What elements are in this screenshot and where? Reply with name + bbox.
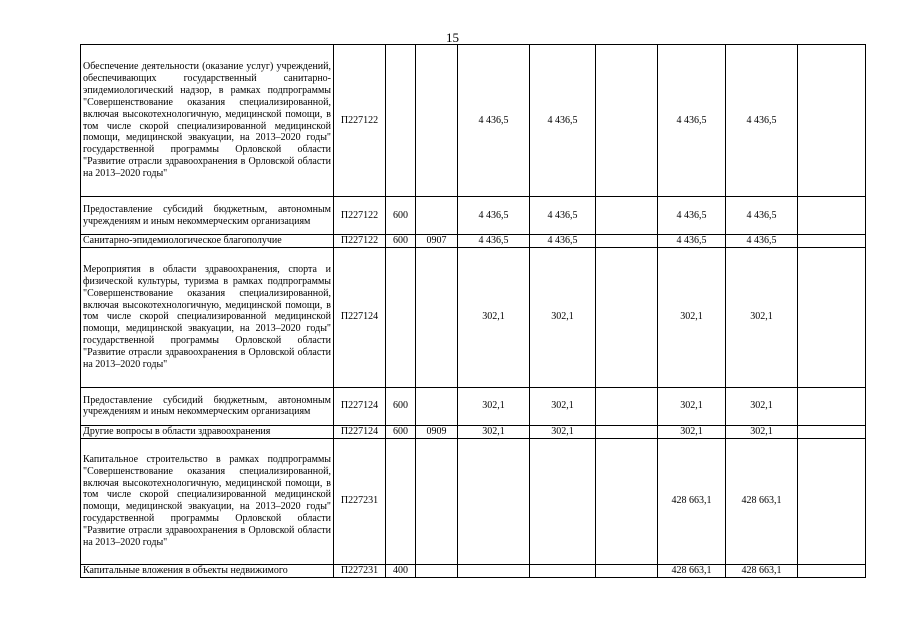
- value-6: [798, 45, 866, 197]
- expense-type: 400: [386, 564, 416, 577]
- target-code: П227231: [334, 564, 386, 577]
- target-code: П227122: [334, 235, 386, 248]
- target-code: П227231: [334, 438, 386, 564]
- value-5: 302,1: [726, 387, 798, 425]
- row-description: Мероприятия в области здравоохранения, спорта и физической культуры, туризма в рамках подпрограммы "Совершенствование оказания специализированной, включая высокотехнологичную, медицинской помощи, в том числе скорой специализированной медицинской помощи, медицинской эвакуации, на 2013–2020 годы" государственной программы Орловской области "Развитие отрасли здравоохранения в Орловской области на 2013–2020 годы": [81, 247, 334, 387]
- table-row: [81, 197, 866, 235]
- expense-type: [386, 438, 416, 564]
- value-5: 4 436,5: [726, 197, 798, 235]
- row-description: Санитарно-эпидемиологическое благополучие: [81, 235, 334, 248]
- table-row: [81, 387, 866, 425]
- value-3: [596, 45, 658, 197]
- value-2: 302,1: [530, 387, 596, 425]
- table-row: [81, 235, 866, 248]
- target-code: П227122: [334, 45, 386, 197]
- value-1: [458, 564, 530, 577]
- target-code: П227122: [334, 197, 386, 235]
- value-1: [458, 438, 530, 564]
- expense-type: 600: [386, 235, 416, 248]
- value-4: 428 663,1: [658, 564, 726, 577]
- table-row: [81, 438, 866, 564]
- section-code: [416, 45, 458, 197]
- section-code: [416, 564, 458, 577]
- table-row: [81, 564, 866, 577]
- row-description: Капитальное строительство в рамках подпрограммы "Совершенствование оказания специализированной, включая высокотехнологичную, медицинской помощи, в том числе скорой специализированной медицинской помощи, медицинской эвакуации, на 2013–2020 годы" государственной программы Орловской области "Развитие отрасли здравоохранения в Орловской области на 2013–2020 годы": [81, 438, 334, 564]
- section-code: [416, 197, 458, 235]
- value-3: [596, 438, 658, 564]
- value-4: 4 436,5: [658, 197, 726, 235]
- budget-table: [80, 44, 866, 578]
- value-3: [596, 247, 658, 387]
- value-4: 302,1: [658, 247, 726, 387]
- value-4: 302,1: [658, 425, 726, 438]
- value-3: [596, 387, 658, 425]
- value-1: 4 436,5: [458, 45, 530, 197]
- value-5: 428 663,1: [726, 564, 798, 577]
- section-code: [416, 247, 458, 387]
- value-1: 302,1: [458, 425, 530, 438]
- value-2: 4 436,5: [530, 197, 596, 235]
- value-1: 302,1: [458, 247, 530, 387]
- section-code: 0909: [416, 425, 458, 438]
- table-row: [81, 425, 866, 438]
- value-2: [530, 438, 596, 564]
- row-description: Капитальные вложения в объекты недвижимого: [81, 564, 334, 577]
- value-2: 4 436,5: [530, 45, 596, 197]
- section-code: [416, 387, 458, 425]
- value-5: 428 663,1: [726, 438, 798, 564]
- value-3: [596, 235, 658, 248]
- value-3: [596, 197, 658, 235]
- value-5: 4 436,5: [726, 235, 798, 248]
- expense-type: [386, 247, 416, 387]
- value-6: [798, 438, 866, 564]
- value-6: [798, 247, 866, 387]
- value-5: 4 436,5: [726, 45, 798, 197]
- row-description: Предоставление субсидий бюджетным, автономным учреждениям и иным некоммерческим организациям: [81, 387, 334, 425]
- row-description: Другие вопросы в области здравоохранения: [81, 425, 334, 438]
- value-4: 302,1: [658, 387, 726, 425]
- expense-type: 600: [386, 425, 416, 438]
- value-5: 302,1: [726, 425, 798, 438]
- target-code: П227124: [334, 247, 386, 387]
- value-2: 302,1: [530, 425, 596, 438]
- page-number: 15: [446, 30, 459, 45]
- value-6: [798, 197, 866, 235]
- table-row: [81, 247, 866, 387]
- value-6: [798, 425, 866, 438]
- value-3: [596, 564, 658, 577]
- target-code: П227124: [334, 387, 386, 425]
- expense-type: 600: [386, 387, 416, 425]
- value-1: 4 436,5: [458, 197, 530, 235]
- value-6: [798, 235, 866, 248]
- table-row: [81, 45, 866, 197]
- row-description: Предоставление субсидий бюджетным, автономным учреждениям и иным некоммерческим организациям: [81, 197, 334, 235]
- value-1: 4 436,5: [458, 235, 530, 248]
- value-3: [596, 425, 658, 438]
- expense-type: 600: [386, 197, 416, 235]
- value-4: 428 663,1: [658, 438, 726, 564]
- value-2: [530, 564, 596, 577]
- value-2: 4 436,5: [530, 235, 596, 248]
- value-6: [798, 564, 866, 577]
- value-4: 4 436,5: [658, 45, 726, 197]
- value-2: 302,1: [530, 247, 596, 387]
- row-description: Обеспечение деятельности (оказание услуг) учреждений, обеспечивающих государственный санитарно-эпидемиологический надзор, в рамках подпрограммы "Совершенствование оказания специализированной, включая высокотехнологичную, медицинской помощи, в том числе скорой специализированной медицинской помощи, медицинской эвакуации, на 2013–2020 годы" государственной программы Орловской области "Развитие отрасли здравоохранения в Орловской области на 2013–2020 годы": [81, 45, 334, 197]
- value-6: [798, 387, 866, 425]
- section-code: [416, 438, 458, 564]
- value-4: 4 436,5: [658, 235, 726, 248]
- expense-type: [386, 45, 416, 197]
- section-code: 0907: [416, 235, 458, 248]
- value-1: 302,1: [458, 387, 530, 425]
- value-5: 302,1: [726, 247, 798, 387]
- target-code: П227124: [334, 425, 386, 438]
